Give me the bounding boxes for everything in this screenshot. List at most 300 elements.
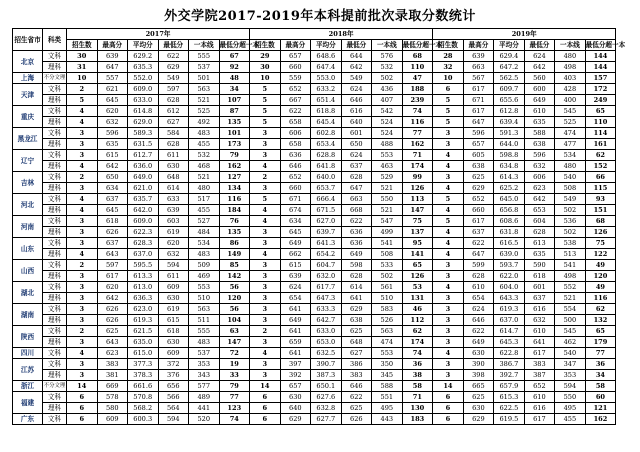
type-cell: 文科 <box>43 150 67 161</box>
score-cell: 3 <box>433 326 464 337</box>
score-cell: 628 <box>341 271 372 282</box>
score-cell: 667 <box>280 95 311 106</box>
score-cell: 34 <box>585 370 616 381</box>
score-cell: 162 <box>219 161 250 172</box>
score-cell: 151 <box>585 205 616 216</box>
score-cell: 6 <box>433 84 464 95</box>
score-cell: 623 <box>524 183 555 194</box>
score-cell: 56 <box>219 304 250 315</box>
score-cell: 147 <box>402 205 433 216</box>
score-cell: 5 <box>433 95 464 106</box>
score-cell: 639 <box>280 271 311 282</box>
score-cell: 614.7 <box>494 326 525 337</box>
score-cell: 353 <box>189 359 220 370</box>
score-cell: 636.3 <box>128 293 159 304</box>
score-cell: 656.8 <box>494 205 525 216</box>
score-cell: 608.6 <box>494 216 525 227</box>
score-cell: 87 <box>219 106 250 117</box>
score-cell: 520 <box>189 414 220 425</box>
score-cell: 642 <box>524 194 555 205</box>
score-cell: 4 <box>250 249 281 260</box>
score-cell: 538 <box>555 238 586 249</box>
score-cell: 239 <box>402 95 433 106</box>
score-cell: 628 <box>158 139 189 150</box>
score-cell: 120 <box>585 271 616 282</box>
score-cell: 3 <box>67 315 98 326</box>
score-cell: 555 <box>189 51 220 62</box>
province-cell: 广东 <box>13 414 43 425</box>
score-cell: 3 <box>433 304 464 315</box>
score-cell: 626 <box>97 304 128 315</box>
score-cell: 647 <box>97 62 128 73</box>
score-cell: 10 <box>250 73 281 84</box>
score-cell: 663 <box>463 62 494 73</box>
year-header-2017: 2017年 <box>67 29 250 40</box>
score-cell: 637 <box>524 293 555 304</box>
score-cell: 29 <box>250 51 281 62</box>
score-cell: 623 <box>97 348 128 359</box>
score-cell: 609 <box>158 282 189 293</box>
table-row <box>13 172 616 183</box>
score-cell: 502 <box>555 227 586 238</box>
score-cell: 477 <box>555 139 586 150</box>
score-cell: 127 <box>219 172 250 183</box>
score-cell: 629 <box>280 414 311 425</box>
score-cell: 626 <box>97 315 128 326</box>
score-cell: 107 <box>219 95 250 106</box>
score-cell: 647 <box>463 117 494 128</box>
score-cell: 480 <box>555 161 586 172</box>
score-cell: 637 <box>97 194 128 205</box>
type-cell: 文科 <box>43 172 67 183</box>
score-cell: 674 <box>280 205 311 216</box>
score-cell: 584 <box>158 128 189 139</box>
type-cell: 理科 <box>43 161 67 172</box>
score-cell: 623.0 <box>128 304 159 315</box>
table-row <box>13 73 616 84</box>
score-cell: 596 <box>463 128 494 139</box>
score-cell: 618 <box>524 271 555 282</box>
score-cell: 649 <box>341 249 372 260</box>
score-cell: 6 <box>67 392 98 403</box>
score-cell: 174 <box>402 337 433 348</box>
score-cell: 49 <box>585 282 616 293</box>
score-cell: 639.0 <box>494 249 525 260</box>
score-cell: 621 <box>97 84 128 95</box>
score-cell: 36 <box>585 359 616 370</box>
score-cell: 567 <box>463 73 494 84</box>
score-cell: 660 <box>280 183 311 194</box>
table-row <box>13 304 616 315</box>
score-cell: 656 <box>158 381 189 392</box>
score-cell: 639 <box>463 51 494 62</box>
score-cell: 596 <box>524 150 555 161</box>
score-cell: 131 <box>402 293 433 304</box>
score-cell: 14 <box>250 381 281 392</box>
score-cell: 436 <box>372 84 403 95</box>
score-cell: 639 <box>158 205 189 216</box>
score-cell: 3 <box>433 260 464 271</box>
column-header-2018-3: 最低分 <box>341 40 372 51</box>
score-cell: 135 <box>219 227 250 238</box>
score-cell: 666.4 <box>311 194 342 205</box>
score-cell: 610 <box>524 392 555 403</box>
score-cell: 650.1 <box>311 381 342 392</box>
score-cell: 3 <box>250 150 281 161</box>
score-cell: 2 <box>67 84 98 95</box>
score-cell: 508 <box>372 249 403 260</box>
score-cell: 647.3 <box>311 293 342 304</box>
score-cell: 554 <box>555 304 586 315</box>
score-cell: 32 <box>433 62 464 73</box>
score-cell: 510 <box>372 293 403 304</box>
score-cell: 621.5 <box>128 326 159 337</box>
score-cell: 455 <box>555 414 586 425</box>
type-cell: 理科 <box>43 249 67 260</box>
score-cell: 3 <box>250 227 281 238</box>
score-cell: 347 <box>555 359 586 370</box>
score-cell: 630 <box>463 348 494 359</box>
score-cell: 633.0 <box>311 326 342 337</box>
score-cell: 474 <box>372 337 403 348</box>
score-cell: 637 <box>341 161 372 172</box>
score-cell: 72 <box>219 348 250 359</box>
score-cell: 93 <box>585 194 616 205</box>
score-cell: 553.0 <box>311 73 342 84</box>
score-cell: 179 <box>585 337 616 348</box>
score-cell: 48 <box>219 73 250 84</box>
score-cell: 641 <box>524 337 555 348</box>
score-cell: 527 <box>189 216 220 227</box>
column-header-2017-0: 招生数 <box>67 40 98 51</box>
score-cell: 622 <box>341 216 372 227</box>
province-cell: 湖北 <box>13 282 43 304</box>
type-cell: 理科 <box>43 271 67 282</box>
score-cell: 628 <box>341 172 372 183</box>
score-cell: 6 <box>250 403 281 414</box>
score-cell: 624 <box>524 51 555 62</box>
score-cell: 653.0 <box>311 337 342 348</box>
type-cell: 理科 <box>43 95 67 106</box>
score-cell: 4 <box>67 194 98 205</box>
score-cell: 610 <box>524 106 555 117</box>
score-cell: 628 <box>524 227 555 238</box>
score-cell: 76 <box>219 216 250 227</box>
score-cell: 616 <box>341 106 372 117</box>
score-cell: 500 <box>555 315 586 326</box>
score-cell: 541 <box>372 238 403 249</box>
score-cell: 630 <box>280 392 311 403</box>
score-cell: 14 <box>433 381 464 392</box>
type-cell: 文科 <box>43 260 67 271</box>
score-cell: 665 <box>463 381 494 392</box>
score-cell: 600 <box>524 84 555 95</box>
province-cell: 山东 <box>13 238 43 260</box>
year-header-2018: 2018年 <box>250 29 433 40</box>
type-cell: 理科 <box>43 139 67 150</box>
score-cell: 617.7 <box>311 282 342 293</box>
score-cell: 34 <box>219 84 250 95</box>
province-cell: 陕西 <box>13 326 43 348</box>
score-cell: 110 <box>402 62 433 73</box>
score-cell: 614.8 <box>128 106 159 117</box>
score-cell: 162 <box>402 139 433 150</box>
score-cell: 142 <box>219 271 250 282</box>
score-cell: 502 <box>372 271 403 282</box>
column-header-2018-1: 最高分 <box>280 40 311 51</box>
table-row <box>13 238 616 249</box>
score-cell: 38 <box>402 370 433 381</box>
score-cell: 3 <box>250 282 281 293</box>
score-cell: 635 <box>97 139 128 150</box>
score-cell: 353 <box>555 370 586 381</box>
score-cell: 628.3 <box>128 238 159 249</box>
score-cell: 104 <box>219 315 250 326</box>
score-cell: 595.5 <box>128 260 159 271</box>
type-cell: 理科 <box>43 62 67 73</box>
score-cell: 462 <box>555 337 586 348</box>
score-cell: 652 <box>524 381 555 392</box>
score-cell: 545 <box>555 106 586 117</box>
score-cell: 10 <box>67 73 98 84</box>
score-cell: 654.2 <box>311 249 342 260</box>
score-cell: 492 <box>189 117 220 128</box>
type-cell: 文科 <box>43 84 67 95</box>
score-cell: 661.6 <box>128 381 159 392</box>
score-cell: 550 <box>555 392 586 403</box>
score-cell: 637.0 <box>128 249 159 260</box>
score-cell: 114 <box>585 128 616 139</box>
score-cell: 3 <box>433 271 464 282</box>
score-cell: 3 <box>67 183 98 194</box>
score-cell: 609.7 <box>494 84 525 95</box>
score-cell: 469 <box>189 271 220 282</box>
score-cell: 101 <box>219 128 250 139</box>
column-header-2017-4: 一本线 <box>189 40 220 51</box>
score-cell: 603 <box>158 216 189 227</box>
score-cell: 559 <box>280 73 311 84</box>
score-cell: 126 <box>585 227 616 238</box>
score-cell: 521 <box>189 95 220 106</box>
score-cell: 5 <box>433 216 464 227</box>
score-cell: 6 <box>433 392 464 403</box>
score-cell: 580 <box>97 403 128 414</box>
year-header-2019: 2019年 <box>433 29 616 40</box>
table-row <box>13 84 616 95</box>
score-cell: 2 <box>250 326 281 337</box>
score-cell: 642.0 <box>128 205 159 216</box>
score-cell: 646 <box>341 381 372 392</box>
column-header-2019-2: 平均分 <box>494 40 525 51</box>
score-cell: 652 <box>280 172 311 183</box>
score-cell: 612 <box>158 106 189 117</box>
score-cell: 640 <box>341 117 372 128</box>
score-cell: 4 <box>67 249 98 260</box>
score-cell: 589.3 <box>128 128 159 139</box>
score-cell: 653.7 <box>311 183 342 194</box>
score-cell: 613.0 <box>128 282 159 293</box>
score-cell: 428 <box>555 84 586 95</box>
type-cell: 理科 <box>43 315 67 326</box>
score-cell: 627 <box>341 348 372 359</box>
score-cell: 640.0 <box>311 172 342 183</box>
score-cell: 144 <box>585 62 616 73</box>
table-row <box>13 117 616 128</box>
score-cell: 645 <box>97 95 128 106</box>
score-cell: 376 <box>158 370 189 381</box>
score-cell: 3 <box>67 304 98 315</box>
score-cell: 628.8 <box>311 150 342 161</box>
province-cell: 上海 <box>13 73 43 84</box>
score-cell: 386.7 <box>494 359 525 370</box>
score-cell: 5 <box>67 95 98 106</box>
score-cell: 606 <box>280 128 311 139</box>
table-row <box>13 106 616 117</box>
score-cell: 648 <box>158 172 189 183</box>
score-cell: 483 <box>189 337 220 348</box>
score-cell: 649 <box>280 315 311 326</box>
score-cell: 3 <box>250 128 281 139</box>
table-row <box>13 205 616 216</box>
province-cell: 吉林 <box>13 172 43 194</box>
score-cell: 657 <box>280 51 311 62</box>
score-cell: 510 <box>189 293 220 304</box>
score-cell: 617 <box>524 414 555 425</box>
score-cell: 566 <box>158 392 189 403</box>
score-cell: 95 <box>402 238 433 249</box>
score-cell: 615 <box>280 260 311 271</box>
score-cell: 184 <box>219 205 250 216</box>
type-cell: 文科 <box>43 348 67 359</box>
score-cell: 3 <box>67 227 98 238</box>
score-cell: 534 <box>555 150 586 161</box>
score-cell: 645 <box>97 205 128 216</box>
table-row <box>13 216 616 227</box>
score-cell: 3 <box>433 359 464 370</box>
score-cell: 671.5 <box>311 205 342 216</box>
score-cell: 600.3 <box>128 414 159 425</box>
column-header-2018-5: 最低分超一本 <box>402 41 443 49</box>
score-cell: 5 <box>433 106 464 117</box>
score-cell: 542 <box>372 106 403 117</box>
province-cell: 河南 <box>13 216 43 238</box>
score-cell: 5 <box>433 194 464 205</box>
province-cell: 北京 <box>13 51 43 73</box>
score-cell: 174 <box>402 161 433 172</box>
score-cell: 188 <box>402 84 433 95</box>
score-cell: 65 <box>585 106 616 117</box>
score-cell: 593.7 <box>494 260 525 271</box>
column-header-2017-2: 平均分 <box>128 40 159 51</box>
score-cell: 640 <box>280 403 311 414</box>
score-cell: 345 <box>372 370 403 381</box>
score-cell: 383 <box>341 370 372 381</box>
score-cell: 68 <box>585 216 616 227</box>
score-cell: 616 <box>524 304 555 315</box>
score-cell: 627.7 <box>311 414 342 425</box>
score-cell: 126 <box>402 183 433 194</box>
score-cell: 499 <box>372 227 403 238</box>
score-cell: 662 <box>280 249 311 260</box>
score-cell: 629.2 <box>128 51 159 62</box>
type-cell: 理科 <box>43 205 67 216</box>
score-cell: 644.0 <box>494 139 525 150</box>
score-cell: 615.0 <box>128 348 159 359</box>
score-cell: 537 <box>189 348 220 359</box>
score-cell: 99 <box>402 172 433 183</box>
score-cell: 639.7 <box>311 227 342 238</box>
score-cell: 489 <box>189 392 220 403</box>
score-cell: 6 <box>250 414 281 425</box>
score-cell: 540 <box>555 172 586 183</box>
score-cell: 637.0 <box>494 315 525 326</box>
score-cell: 3 <box>250 238 281 249</box>
score-cell: 636 <box>341 238 372 249</box>
score-cell: 642 <box>524 62 555 73</box>
score-cell: 598 <box>341 260 372 271</box>
score-cell: 642.7 <box>311 315 342 326</box>
score-cell: 564 <box>158 403 189 414</box>
column-header-2017-3: 最低分 <box>158 40 189 51</box>
score-cell: 588 <box>372 381 403 392</box>
score-cell: 3 <box>67 282 98 293</box>
score-cell: 3 <box>433 337 464 348</box>
score-cell: 578 <box>97 392 128 403</box>
year-header-row <box>13 29 616 40</box>
score-cell: 626 <box>97 227 128 238</box>
score-cell: 649 <box>524 95 555 106</box>
score-cell: 110 <box>585 117 616 128</box>
score-cell: 590 <box>524 260 555 271</box>
score-cell: 557 <box>97 73 128 84</box>
score-cell: 629 <box>463 414 494 425</box>
score-cell: 484 <box>189 227 220 238</box>
score-cell: 4 <box>250 216 281 227</box>
score-cell: 549 <box>158 73 189 84</box>
score-cell: 62 <box>585 150 616 161</box>
table-row <box>13 227 616 238</box>
score-cell: 4 <box>433 348 464 359</box>
score-cell: 372 <box>158 359 189 370</box>
score-cell: 400 <box>555 95 586 106</box>
score-cell: 657 <box>280 381 311 392</box>
table-row <box>13 381 616 392</box>
type-cell: 文科 <box>43 216 67 227</box>
score-cell: 671 <box>280 194 311 205</box>
column-header-2019-5: 最低分超一本 <box>585 41 626 49</box>
score-cell: 632 <box>524 315 555 326</box>
score-cell: 646 <box>280 161 311 172</box>
score-cell: 642 <box>341 62 372 73</box>
score-cell: 598.8 <box>494 150 525 161</box>
score-cell: 671 <box>463 95 494 106</box>
score-cell: 617 <box>463 106 494 117</box>
score-cell: 659 <box>280 337 311 348</box>
score-cell: 541 <box>555 260 586 271</box>
score-cell: 3 <box>250 271 281 282</box>
score-cell: 645.4 <box>311 117 342 128</box>
score-cell: 653.4 <box>311 139 342 150</box>
column-header-row <box>13 40 616 51</box>
score-cell: 6 <box>433 403 464 414</box>
score-cell: 601 <box>524 282 555 293</box>
score-cell: 524 <box>372 128 403 139</box>
score-cell: 60 <box>585 392 616 403</box>
score-cell: 152 <box>585 161 616 172</box>
score-cell: 636.0 <box>128 161 159 172</box>
score-cell: 611 <box>158 271 189 282</box>
score-cell: 6 <box>250 392 281 403</box>
